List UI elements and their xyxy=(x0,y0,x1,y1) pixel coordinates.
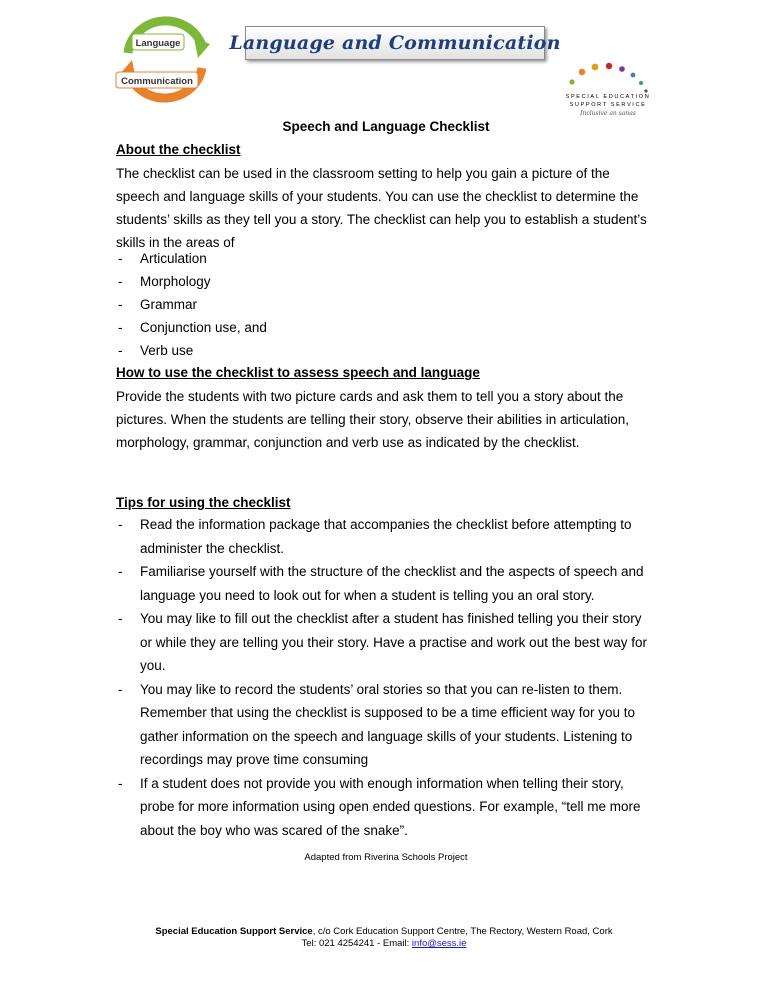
skill-areas-list xyxy=(116,247,656,362)
page-footer xyxy=(80,926,688,950)
sess-logo-line1: SPECIAL EDUCATION xyxy=(565,94,651,100)
list-item: - Verb use xyxy=(118,343,194,358)
about-paragraph: The checklist can be used in the classroom setting to help you gain a picture of the speech and language skills of your students. You can use the checklist to determine the students’ skills as they tell you a story. The checklist can help you to establish a student’s skills in the areas of xyxy=(116,166,647,250)
tips-list xyxy=(116,513,656,842)
language-communication-logo xyxy=(110,8,220,110)
list-item: - Articulation xyxy=(118,251,207,266)
header-title: Language and Communication xyxy=(229,32,561,54)
list-item: - Grammar xyxy=(118,297,197,312)
list-item: - If a student does not provide you with enough information when telling their story, probe for more information using open ended questions. For example, “tell me more about the boy who was scared of the snake”. xyxy=(118,775,641,838)
sess-dots-icon xyxy=(560,60,656,94)
sess-logo-line2: SUPPORT SERVICE xyxy=(569,102,647,108)
logo-language-label: Language xyxy=(135,38,181,49)
sess-logo xyxy=(560,60,656,122)
footer-org: Special Education Support Service xyxy=(155,926,313,937)
about-heading: About the checklist xyxy=(116,142,241,157)
green-arrow-head xyxy=(194,38,210,58)
list-item: - Read the information package that accompanies the checklist before attempting to administer the checklist. xyxy=(118,517,632,556)
tips-heading: Tips for using the checklist xyxy=(116,495,291,510)
footer-contact: Tel: 021 4254241 - Email: xyxy=(301,938,412,949)
adapted-credit: Adapted from Riverina Schools Project xyxy=(304,852,468,863)
list-item: - Conjunction use, and xyxy=(118,320,267,335)
header-banner xyxy=(229,26,561,60)
list-item: - You may like to record the students’ oral stories so that you can re-listen to them. Remember that using the checklist is supposed to be a time efficient way for you to gather information on the speech and language skills of your students. Listening to recordings may prove time consuming xyxy=(118,681,636,767)
list-item: - Familiarise yourself with the structure of the checklist and the aspects of speech and language you need to look out for when a student is telling you an oral story. xyxy=(118,564,644,603)
list-item: - You may like to fill out the checklist after a student has finished telling you their story or while they are telling you their story. Have a practise and work out the best way for you. xyxy=(118,611,647,673)
logo-communication-label: Communication xyxy=(121,76,193,87)
footer-email-link[interactable]: info@sess.ie xyxy=(411,938,467,949)
list-item: - Morphology xyxy=(118,274,211,289)
howto-heading: How to use the checklist to assess speech and language xyxy=(116,365,480,380)
sess-logo-tagline: Inclusive an sanas xyxy=(580,110,636,117)
document-title: Speech and Language Checklist xyxy=(282,119,490,134)
footer-address: , c/o Cork Education Support Centre, The Rectory, Western Road, Cork xyxy=(312,926,613,937)
howto-paragraph: Provide the students with two picture cards and ask them to tell you a story about the pictures. When the students are telling their story, observe their abilities in articulation, morphology, grammar, conjunction and verb use as indicated by the checklist. xyxy=(116,389,629,450)
